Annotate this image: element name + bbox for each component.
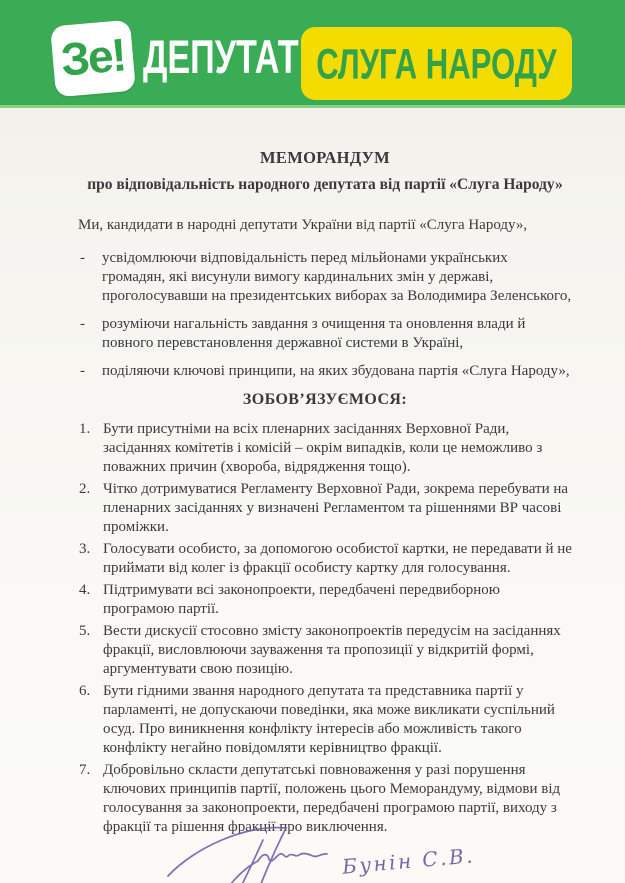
obligation-item bbox=[78, 581, 572, 619]
party-banner bbox=[0, 0, 625, 108]
obligation-item bbox=[78, 420, 572, 477]
obligation-item bbox=[78, 622, 572, 679]
item-number: 6. bbox=[79, 683, 91, 699]
document-body bbox=[78, 148, 572, 883]
bullet-item bbox=[78, 249, 572, 306]
item-text: Підтримувати всі законопроекти, передбачені передвиборною програмою партії. bbox=[103, 582, 500, 617]
ze-logo-text: Зе! bbox=[58, 27, 127, 86]
item-number: 5. bbox=[79, 623, 91, 639]
sluga-narodu-badge bbox=[301, 27, 572, 100]
obligation-item bbox=[78, 682, 572, 758]
sluga-narodu-label: СЛУГА НАРОДУ bbox=[316, 39, 557, 87]
bullet-text: поділяючи ключові принципи, на яких збудована партія «Слуга Народу», bbox=[102, 363, 570, 379]
item-text: Бути гідними звання народного депутата та представника партії у парламенті, не допускаючи поведінки, яка може викликати суспільний осуд. Про виникнення конфлікту інтересів або можливість такого конфлікту негайно повідомляти керівництво фракції. bbox=[103, 683, 555, 756]
item-number: 3. bbox=[79, 541, 91, 557]
deputat-label: ДЕПУТАТ bbox=[143, 29, 299, 84]
item-text: Чітко дотримуватися Регламенту Верховної Ради, зокрема перебувати на пленарних засіданнях у визначені Регламентом та рішеннями ВР часові проміжки. bbox=[103, 481, 569, 535]
item-number: 1. bbox=[79, 421, 91, 437]
obligation-item bbox=[78, 480, 572, 537]
ze-logo bbox=[50, 20, 136, 98]
item-number: 2. bbox=[79, 481, 91, 497]
bullet-text: усвідомлюючи відповідальність перед мільйонами українських громадян, які висунули вимогу кардинальних змін у державі, проголосувавши на президентських виборах за Володимира Зеленського, bbox=[102, 250, 572, 304]
item-text: Добровільно скласти депутатські повноваження у разі порушення ключових принципів партії, положень цього Меморандуму, відмови від голосування за законопроекти, передбачені програмою партії, виходу з фракції та рішення фракції про виключення. bbox=[103, 762, 561, 835]
item-number: 7. bbox=[79, 762, 91, 778]
intro-paragraph: Ми, кандидати в народні депутати України від партії «Слуга Народу», bbox=[78, 217, 528, 233]
item-text: Бути присутніми на всіх пленарних засіданнях Верховної Ради, засіданнях комітетів і комісій – окрім випадків, коли це неможливо з поважних причин (хвороба, відрядження тощо). bbox=[103, 421, 543, 475]
bullet-text: розуміючи нагальність завдання з очищення та оновлення влади й повного перевстановлення державної системи в Україні, bbox=[102, 316, 526, 351]
obligation-item bbox=[78, 761, 572, 837]
preamble-bullet-list bbox=[78, 249, 572, 381]
bullet-marker: - bbox=[80, 250, 85, 266]
obligations-list bbox=[78, 420, 572, 837]
signature-name: Бунін С.В. bbox=[341, 843, 476, 879]
bullet-marker: - bbox=[80, 363, 85, 379]
document-title: МЕМОРАНДУМ bbox=[260, 148, 390, 167]
item-text: Вести дискусії стосовно змісту законопроектів передусім на засіданнях фракції, висловлюючи зауваження та пропозиції у відкритій формі, аргументувати свою позицію. bbox=[103, 623, 561, 677]
bullet-item bbox=[78, 362, 572, 381]
item-text: Голосувати особисто, за допомогою особистої картки, не передавати й не приймати від колег із фракції особисту картку для голосування. bbox=[103, 541, 572, 576]
bullet-marker: - bbox=[80, 316, 85, 332]
oath-heading: ЗОБОВ’ЯЗУЄМОСЯ: bbox=[242, 391, 408, 408]
item-number: 4. bbox=[79, 582, 91, 598]
document-subtitle: про відповідальність народного депутата від партії «Слуга Народу» bbox=[87, 176, 563, 193]
bullet-item bbox=[78, 315, 572, 353]
obligation-item bbox=[78, 540, 572, 578]
